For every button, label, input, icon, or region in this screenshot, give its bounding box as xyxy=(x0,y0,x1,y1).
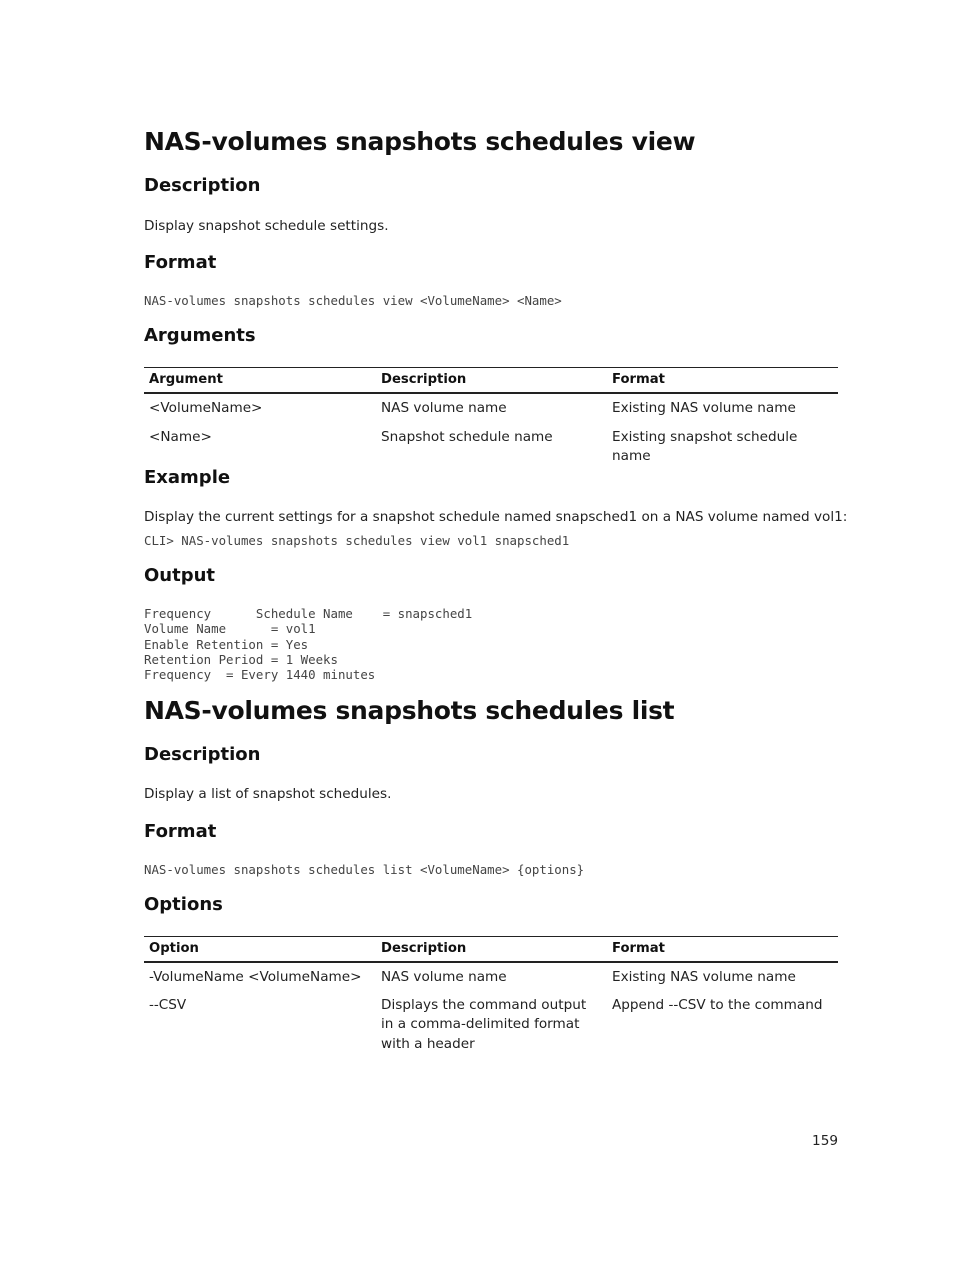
column-header: Description xyxy=(376,937,607,963)
table-cell: Append --CSV to the command xyxy=(612,996,823,1013)
column-header: Option xyxy=(144,937,376,963)
example-code: CLI> NAS-volumes snapshots schedules view vol1 snapsched1 xyxy=(144,533,570,548)
table-cell: Displays the command output in a comma-delimited format with a header xyxy=(381,996,587,1052)
example-text: Display the current settings for a snapshot schedule named snapsched1 on a NAS volume named vol1: xyxy=(144,509,848,525)
arguments-heading: Arguments xyxy=(144,325,256,346)
format-heading: Format xyxy=(144,821,217,842)
table-header-row xyxy=(144,937,838,963)
output-line: Retention Period = 1 Weeks xyxy=(144,651,338,667)
table-header-row xyxy=(144,368,838,394)
options-table xyxy=(144,936,838,1060)
example-heading: Example xyxy=(144,467,231,488)
column-header: Description xyxy=(376,368,607,394)
format-heading: Format xyxy=(144,252,217,273)
table-cell: Existing snapshot schedule name xyxy=(612,428,798,464)
page-number: 159 xyxy=(812,1133,838,1149)
output-line: Frequency = Every 1440 minutes xyxy=(144,667,376,683)
description-heading: Description xyxy=(144,175,261,196)
output-line: Frequency Schedule Name = snapsched1 xyxy=(144,606,473,621)
description-text: Display snapshot schedule settings. xyxy=(144,218,389,234)
table-row xyxy=(144,962,838,994)
output-line: Enable Retention = Yes xyxy=(144,636,309,652)
output-line: Volume Name = vol1 xyxy=(144,621,316,637)
table-cell: <Name> xyxy=(149,428,212,445)
format-code: NAS-volumes snapshots schedules view <VolumeName> <Name> xyxy=(144,293,562,308)
table-cell: Existing NAS volume name xyxy=(612,969,796,985)
column-header: Format xyxy=(607,368,838,394)
table-row xyxy=(144,393,838,425)
arguments-table xyxy=(144,367,838,473)
table-cell: -VolumeName <VolumeName> xyxy=(149,969,362,985)
table-cell: Snapshot schedule name xyxy=(381,428,553,445)
column-header: Format xyxy=(607,937,838,963)
output-block xyxy=(144,606,472,682)
table-cell: Existing NAS volume name xyxy=(612,400,796,416)
table-cell: --CSV xyxy=(149,996,187,1013)
options-heading: Options xyxy=(144,894,223,915)
table-cell: NAS volume name xyxy=(381,400,507,416)
section-title-list: NAS-volumes snapshots schedules list xyxy=(144,696,675,725)
table-cell: NAS volume name xyxy=(381,969,507,985)
format-code: NAS-volumes snapshots schedules list <VolumeName> {options} xyxy=(144,862,585,877)
description-text: Display a list of snapshot schedules. xyxy=(144,786,392,802)
output-heading: Output xyxy=(144,565,216,586)
section-title-view: NAS-volumes snapshots schedules view xyxy=(144,127,696,156)
column-header: Argument xyxy=(144,368,376,394)
table-cell: <VolumeName> xyxy=(149,400,263,416)
table-row xyxy=(144,425,838,473)
table-row xyxy=(144,994,838,1061)
description-heading: Description xyxy=(144,744,261,765)
